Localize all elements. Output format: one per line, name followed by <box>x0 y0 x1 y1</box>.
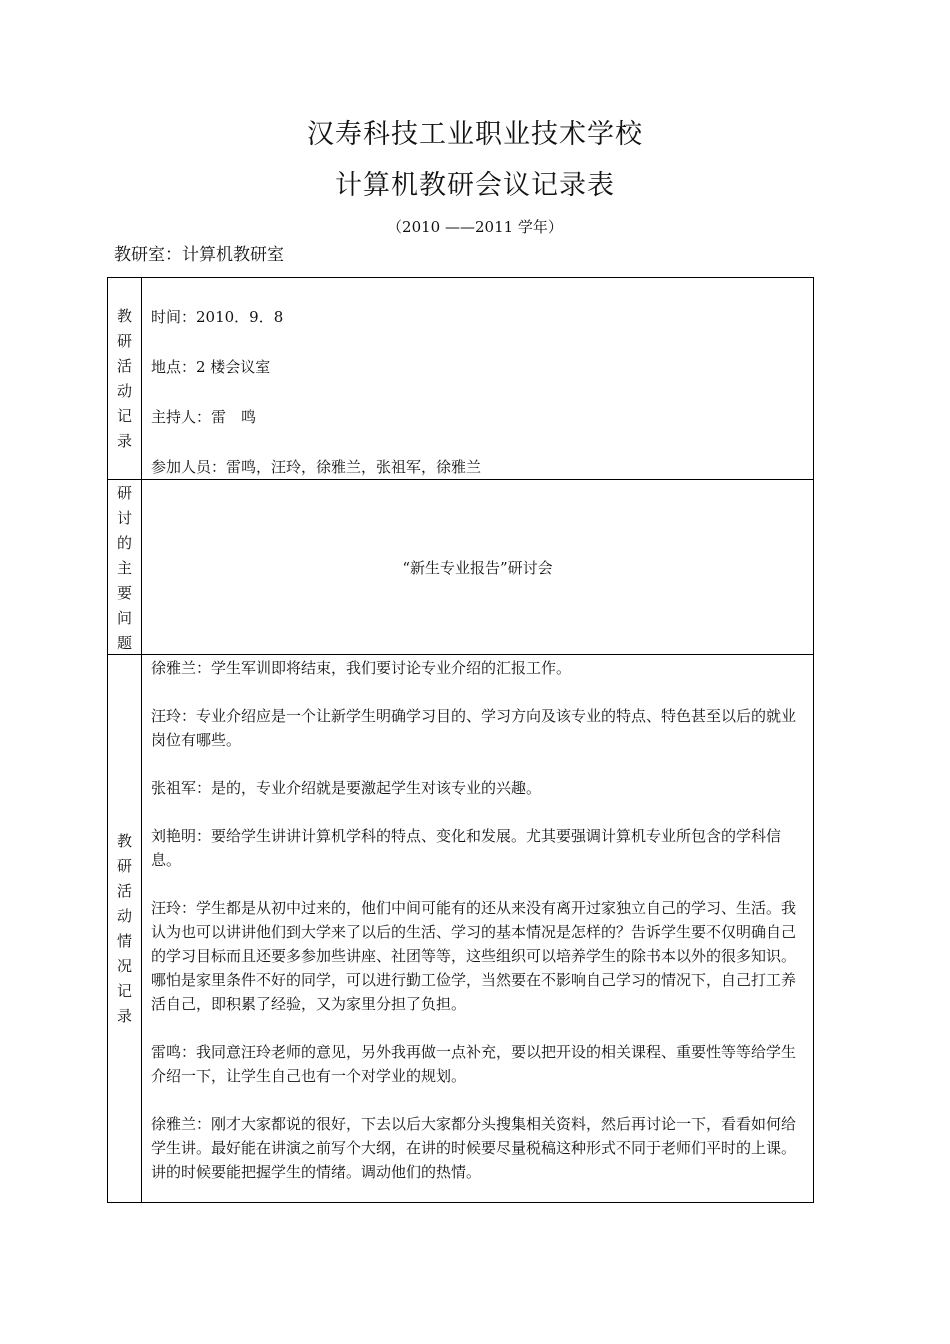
main-topic-content <box>142 480 813 654</box>
activity-record-content <box>142 278 813 479</box>
meeting-place: 地点：2 楼会议室 <box>151 358 271 376</box>
discussion-paragraph: 徐雅兰：学生军训即将结束，我们要讨论专业介绍的汇报工作。 <box>151 659 572 677</box>
teaching-room: 教研室：计算机教研室 <box>114 245 284 265</box>
discussion-paragraph: 汪玲：专业介绍应是一个让新学生明确学习目的、学习方向及该专业的特点、特色甚至以后的就业岗位有哪些。 <box>151 707 797 749</box>
topic-text: “新生专业报告”研讨会 <box>402 558 553 577</box>
meeting-time: 时间：2010．9．8 <box>151 308 284 326</box>
discussion-paragraph: 徐雅兰：刚才大家都说的很好，下去以后大家都分头搜集相关资料，然后再讨论一下，看看如何给学生讲。最好能在讲演之前写个大纲，在讲的时候要尽量税稿这种形式不同于老师们平时的上课。讲的时候要能把握学生的情绪。调动他们的热情。 <box>151 1115 797 1181</box>
meeting-attendees: 参加人员：雷鸣，汪玲，徐雅兰，张祖军，徐雅兰 <box>151 458 482 476</box>
activity-record-row <box>108 278 813 479</box>
academic-year: （2010 ——2011 学年） <box>387 218 563 236</box>
main-topic-label: 研 讨 的 主 要 问 题 <box>108 480 142 654</box>
activity-record-label: 教 研 活 动 记 录 <box>108 278 142 479</box>
activity-detail-content <box>142 655 813 1202</box>
discussion-paragraph: 汪玲：学生都是从初中过来的，他们中间可能有的还从来没有离开过家独立自己的学习、生活。我认为也可以讲讲他们到大学来了以后的生活、学习的基本情况是怎样的？告诉学生要不仅明确自己的学习目标而且还要多参加些讲座、社团等等，这些组织可以培养学生的除书本以外的很多知识。哪怕是家里条件不好的同学，可以进行勤工俭学，当然要在不影响自己学习的情况下，自己打工养活自己，即积累了经验，又为家里分担了负担。 <box>151 899 797 1013</box>
discussion-paragraph: 张祖军：是的，专业介绍就是要激起学生对该专业的兴趣。 <box>151 779 542 797</box>
activity-detail-row <box>108 654 813 1202</box>
activity-detail-label: 教 研 活 动 情 况 记 录 <box>108 655 142 1202</box>
discussion-paragraph: 雷鸣：我同意汪玲老师的意见，另外我再做一点补充，要以把开设的相关课程、重要性等等给学生介绍一下，让学生自己也有一个对学业的规划。 <box>151 1043 797 1085</box>
discussion-paragraph: 刘艳明：要给学生讲讲计算机学科的特点、变化和发展。尤其要强调计算机专业所包含的学科信息。 <box>151 827 782 869</box>
main-topic-row <box>108 479 813 654</box>
school-name: 汉寿科技工业职业技术学校 <box>307 119 643 150</box>
form-title: 计算机教研会议记录表 <box>335 170 615 201</box>
meeting-record-table <box>107 277 814 1203</box>
meeting-host: 主持人：雷 鸣 <box>151 408 257 426</box>
